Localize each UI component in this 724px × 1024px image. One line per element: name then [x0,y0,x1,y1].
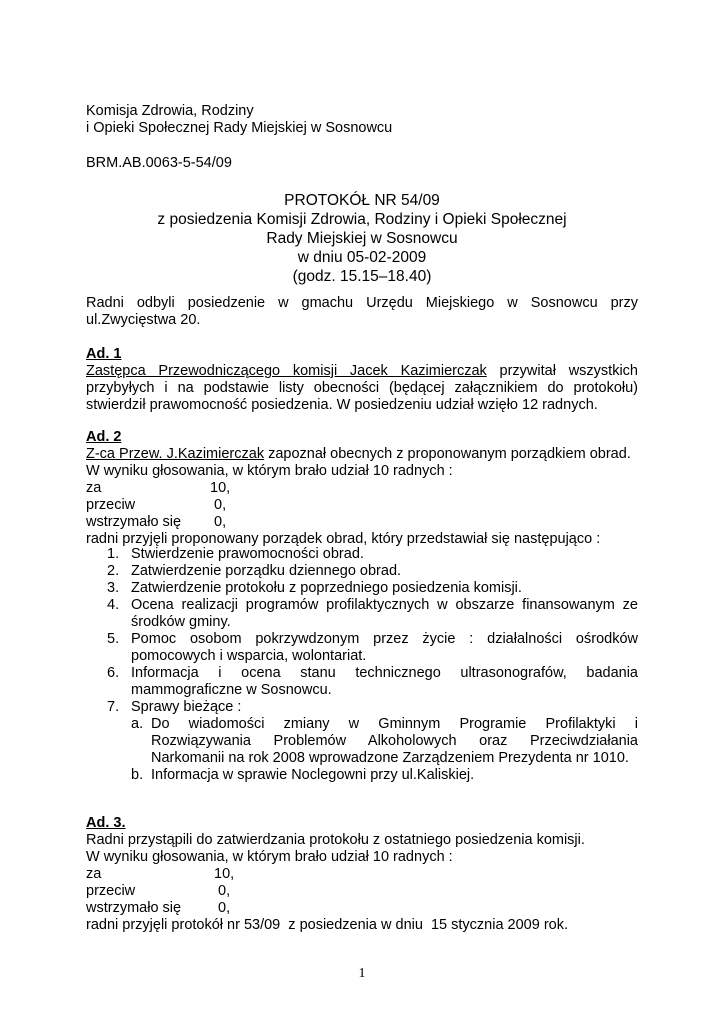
intro-paragraph [86,295,638,329]
ad2-heading: Ad. 2 [86,429,122,445]
ad3-vote-abstain [86,900,638,917]
agenda-item-number: 6. [107,665,120,681]
section-ad3 [86,815,638,934]
title-line-3: Rady Miejskiej w Sosnowcu [266,230,458,247]
agenda-item-text: Stwierdzenie prawomocności obrad. [131,546,364,562]
ad2-vote-against [86,497,638,514]
agenda-item-number: 5. [107,631,120,647]
ad1-line-3: stwierdził prawomocność posiedzenia. W posiedzeniu udział wzięło 12 radnych. [86,397,598,413]
ad1-heading: Ad. 1 [86,346,122,362]
ad2-line-1-rest: zapoznał obecnych z proponowanym porządkiem obrad. [264,446,631,462]
agenda-item-text: Pomoc osobom pokrzywdzonym przez życie : działalności ośrodków [131,631,638,647]
agenda-subitem [131,767,638,784]
vote-value: 0, [210,883,231,899]
agenda-item [107,580,638,597]
agenda-item [107,631,638,665]
agenda-list [107,546,638,716]
ad2-vote-abstain [86,514,638,531]
intro-line-2: ul.Zwycięstwa 20. [86,312,201,328]
ad2-person: Z-ca Przew. J.Kazimierczak [86,446,265,462]
agenda-item-text-cont: środków gminy. [131,614,231,630]
agenda-item-number: 3. [107,580,120,596]
agenda-item-text: Informacja i ocena stanu technicznego ultrasonografów, badania [131,665,638,681]
ad2-line-2: W wyniku głosowania, w którym brało udział 10 radnych : [86,463,453,479]
agenda-item [107,546,638,563]
agenda-item-number: 4. [107,597,120,613]
agenda-item-text: Sprawy bieżące : [131,699,242,715]
section-ad2 [86,429,638,548]
ad3-vote-for [86,866,638,883]
section-ad1 [86,346,638,414]
subitem-text: Do wiadomości zmiany w Gminnym Programie Profilaktyki i [151,716,638,732]
agenda-item [107,699,638,716]
ad2-line-1 [86,446,638,463]
ad2-conclusion: radni przyjęli proponowany porządek obrad, który przedstawiał się następująco : [86,531,601,547]
agenda-item-number: 7. [107,699,120,715]
vote-value: 0, [210,514,227,530]
protocol-title [86,191,638,286]
intro-line-1: Radni odbyli posiedzenie w gmachu Urzędu Miejskiego w Sosnowcu przy [86,295,638,311]
vote-label: przeciw [86,883,136,899]
agenda-item-text: Zatwierdzenie protokołu z poprzedniego posiedzenia komisji. [131,580,522,596]
vote-label: wstrzymało się [86,514,182,530]
ad3-line-1: Radni przystąpili do zatwierdzania protokołu z ostatniego posiedzenia komisji. [86,832,585,848]
vote-value: 0, [210,900,231,916]
ad1-person: Zastępca Przewodniczącego komisji Jacek Kazimierczak [86,363,487,379]
committee-header [86,103,638,137]
subitem-letter: a. [131,716,144,732]
subitem-letter: b. [131,767,144,783]
vote-value: 10, [210,480,231,496]
vote-label: za [86,480,102,496]
ad1-line-1 [86,363,638,380]
title-line-2: z posiedzenia Komisji Zdrowia, Rodziny i Opieki Społecznej [157,211,567,228]
ad2-vote-for [86,480,638,497]
ad1-line-2: przybyłych i na podstawie listy obecności (będącej załącznikiem do protokołu) [86,380,638,396]
subitem-text-cont: Rozwiązywania Problemów Alkoholowych oraz Przeciwdziałania [151,733,638,749]
agenda-subitem [131,716,638,767]
ad3-conclusion: radni przyjęli protokół nr 53/09 z posiedzenia w dniu 15 stycznia 2009 rok. [86,917,568,933]
vote-value: 0, [210,497,227,513]
title-line-4: w dniu 05-02-2009 [297,249,427,266]
ad3-line-2: W wyniku głosowania, w którym brało udział 10 radnych : [86,849,453,865]
ad1-line-1-rest: przywitał wszystkich [486,363,638,379]
committee-line-2: i Opieki Społecznej Rady Miejskiej w Sosnowcu [86,120,393,136]
ad3-vote-against [86,883,638,900]
page-number: 1 [358,966,366,981]
agenda-item [107,597,638,631]
agenda-item-number: 2. [107,563,120,579]
title-line-1: PROTOKÓŁ NR 54/09 [284,192,440,209]
committee-line-1: Komisja Zdrowia, Rodziny [86,103,254,119]
title-line-5: (godz. 15.15–18.40) [292,268,432,285]
agenda-subitems [131,716,638,784]
reference-number: BRM.AB.0063-5-54/09 [86,155,232,171]
vote-label: za [86,866,102,882]
subitem-text: Informacja w sprawie Noclegowni przy ul.Kaliskiej. [151,767,475,783]
agenda-item [107,665,638,699]
agenda-item-text: Zatwierdzenie porządku dziennego obrad. [131,563,402,579]
vote-label: wstrzymało się [86,900,182,916]
vote-value: 10, [210,866,235,882]
agenda-item-number: 1. [107,546,120,562]
agenda-item-text-cont: mammograficzne w Sosnowcu. [131,682,332,698]
vote-label: przeciw [86,497,136,513]
agenda-item [107,563,638,580]
agenda-item-text-cont: pomocowych i wsparcia, wolontariat. [131,648,367,664]
agenda-item-text: Ocena realizacji programów profilaktycznych w obszarze finansowanym ze [131,597,638,613]
ad3-heading: Ad. 3. [86,815,126,831]
subitem-text-cont: Narkomanii na rok 2008 wprowadzone Zarządzeniem Prezydenta nr 1010. [151,750,629,766]
